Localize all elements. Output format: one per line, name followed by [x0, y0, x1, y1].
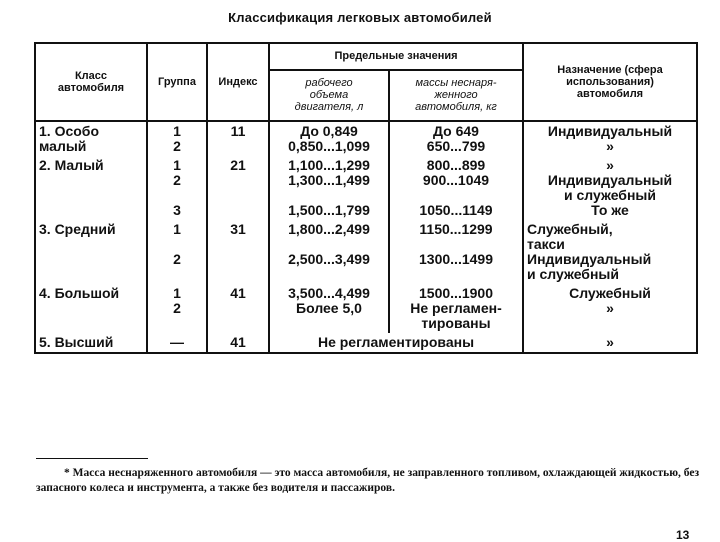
header-engine-volume: рабочего объема двигателя, л: [269, 70, 389, 121]
cell-engine: 1,100...1,299 1,300...1,499 1,500...1,799: [269, 156, 389, 220]
cell-purpose: » Индивидуальный и служебный То же: [523, 156, 697, 220]
cell-group: 1 2: [147, 284, 207, 333]
page-number: 13: [676, 528, 690, 542]
table-title: Классификация легковых автомобилей: [228, 10, 492, 25]
header-class: Класс автомобиля: [35, 43, 147, 121]
cell-class: 2. Малый: [35, 156, 147, 220]
cell-purpose: »: [523, 333, 697, 353]
cell-group: —: [147, 333, 207, 353]
cell-limits-unregulated: Не регламентированы: [269, 333, 523, 353]
cell-mass: 1500...1900 Не регламен- тированы: [389, 284, 523, 333]
cell-class: 4. Большой: [35, 284, 147, 333]
footnote: * Масса неснаряженного автомобиля — это масса автомобиля, не заправленного топливом, охлаждающей жидкостью, без запасного колеса и инструмента, а также без водителя и пассажиров.: [36, 467, 700, 494]
cell-group: 1 2: [147, 220, 207, 284]
cell-index: 31: [207, 220, 269, 284]
table-row: [35, 333, 697, 353]
table-row: [35, 156, 697, 220]
table-row: [35, 220, 697, 284]
header-mass: массы неснаря- женного автомобиля, кг: [389, 70, 523, 121]
cell-mass: 800...899 900...1049 1050...1149: [389, 156, 523, 220]
cell-purpose: Служебный »: [523, 284, 697, 333]
cell-engine: 1,800...2,499 2,500...3,499: [269, 220, 389, 284]
cell-class: 1. Особо малый: [35, 121, 147, 156]
table-row: [35, 284, 697, 333]
cell-engine: До 0,849 0,850...1,099: [269, 121, 389, 156]
cell-index: 21: [207, 156, 269, 220]
table-row: [35, 121, 697, 156]
cell-purpose: Служебный, такси Индивидуальный и служебный: [523, 220, 697, 284]
cell-mass: 1150...1299 1300...1499: [389, 220, 523, 284]
cell-class: 5. Высший: [35, 333, 147, 353]
cell-group: 1 2: [147, 121, 207, 156]
cell-group: 1 2 3: [147, 156, 207, 220]
cell-index: 41: [207, 284, 269, 333]
header-purpose: Назначение (сфера использования) автомобиля: [523, 43, 697, 121]
cell-mass: До 649 650...799: [389, 121, 523, 156]
footnote-divider: [36, 458, 148, 459]
cell-class: 3. Средний: [35, 220, 147, 284]
header-limits: Предельные значения: [269, 43, 523, 70]
cell-engine: 3,500...4,499 Более 5,0: [269, 284, 389, 333]
header-index: Индекс: [207, 43, 269, 121]
classification-table: [34, 42, 698, 354]
cell-index: 11: [207, 121, 269, 156]
cell-purpose: Индивидуальный »: [523, 121, 697, 156]
cell-index: 41: [207, 333, 269, 353]
header-group: Группа: [147, 43, 207, 121]
